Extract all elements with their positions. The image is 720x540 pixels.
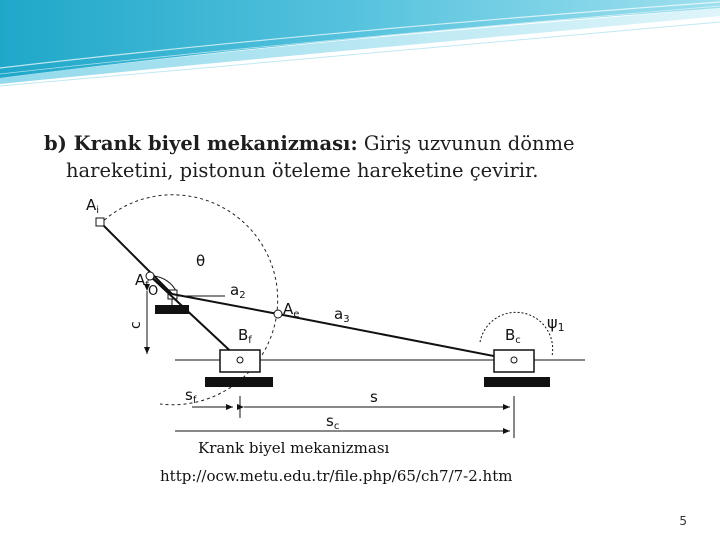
label-a3: $a_3$	[334, 305, 350, 325]
label-sf: $s_f$	[185, 386, 197, 406]
source-link[interactable]: http://ocw.metu.edu.tr/file.php/65/ch7/7-2.htm	[160, 467, 513, 485]
ground-rail-right	[484, 377, 550, 387]
label-c: c	[128, 321, 144, 329]
label-a-extended: $A_e$	[283, 300, 300, 320]
joint-b-extended	[511, 357, 517, 363]
heading-definition-start: Giriş uzvunun dönme	[357, 132, 575, 155]
heading-line-2: hareketini, pistonun öteleme hareketine çevirir.	[66, 159, 539, 182]
label-b-extended: $B_c$	[505, 326, 521, 346]
ground-rail-left	[205, 377, 273, 387]
joint-b-final	[237, 357, 243, 363]
label-b-final: $B_f$	[238, 326, 252, 346]
slide-heading	[44, 130, 684, 184]
heading-term: b) Krank biyel mekanizması:	[44, 132, 358, 155]
decorative-banner	[0, 0, 720, 90]
heading-line-1	[44, 130, 684, 157]
joint-a-initial	[96, 218, 104, 226]
label-s: s	[370, 388, 378, 406]
figure-caption: Krank biyel mekanizması	[198, 439, 390, 457]
joint-a-extended	[274, 310, 282, 318]
joint-a-final	[146, 272, 154, 280]
label-a2: $a_2$	[230, 281, 246, 301]
coupler-link-final	[150, 276, 240, 360]
coupler-link-extended	[278, 314, 514, 360]
label-sc: $s_c$	[326, 412, 340, 432]
slider-crank-diagram	[0, 188, 720, 448]
label-a-final: $A_f$	[135, 271, 149, 291]
label-a-initial: $A_i$	[86, 196, 100, 216]
label-o: O	[148, 284, 159, 299]
crank-path-arc	[100, 195, 278, 405]
page-number: 5	[679, 514, 687, 528]
label-psi: ψ1	[547, 313, 565, 334]
label-theta: θ	[196, 252, 206, 270]
